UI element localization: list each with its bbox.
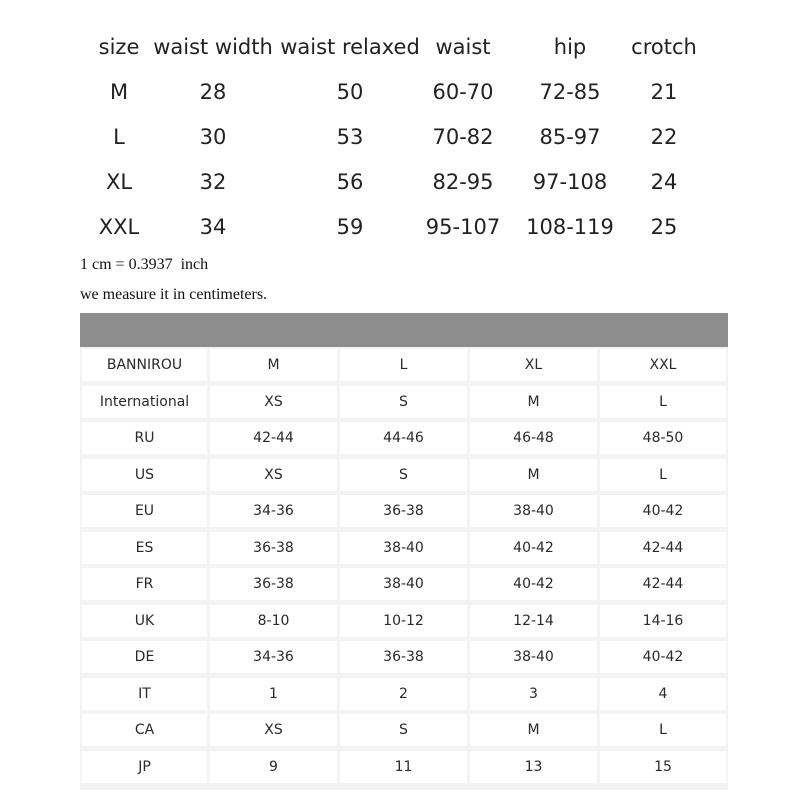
unit-conversion-note: 1 cm = 0.3937 inch bbox=[80, 256, 209, 273]
measurement-row-m bbox=[0, 72, 800, 112]
table-cell: 9 bbox=[210, 751, 337, 783]
measurement-row-xl bbox=[0, 162, 800, 202]
row-label: FR bbox=[82, 568, 207, 600]
row-label: BANNIROU bbox=[82, 349, 207, 381]
measurement-cell: 60-70 bbox=[432, 80, 494, 104]
measurement-cell: L bbox=[113, 125, 125, 149]
table-row-de bbox=[80, 639, 728, 676]
measurement-cell: 24 bbox=[650, 170, 678, 194]
measurement-cell: 21 bbox=[650, 80, 678, 104]
table-cell: M bbox=[210, 349, 337, 381]
table-cell: 38-40 bbox=[340, 532, 467, 564]
table-cell: 38-40 bbox=[340, 568, 467, 600]
column-header-waist-relaxed: waist relaxed bbox=[280, 35, 420, 59]
table-cell: 14-16 bbox=[600, 605, 726, 637]
column-header-waist: waist bbox=[435, 35, 491, 59]
table-cell: 40-42 bbox=[600, 641, 726, 673]
measurement-cell: 72-85 bbox=[539, 80, 601, 104]
measurement-cell: 108-119 bbox=[526, 215, 614, 239]
column-header-size: size bbox=[98, 35, 140, 59]
table-row-fr bbox=[80, 566, 728, 603]
measurement-cell: 70-82 bbox=[432, 125, 494, 149]
measurement-cell: 82-95 bbox=[432, 170, 494, 194]
table-cell: M bbox=[470, 386, 597, 418]
table-cell: XXL bbox=[600, 349, 726, 381]
table-cell: 12-14 bbox=[470, 605, 597, 637]
table-cell: L bbox=[600, 714, 726, 746]
table-cell: 13 bbox=[470, 751, 597, 783]
table-row-international bbox=[80, 384, 728, 421]
table-cell: M bbox=[470, 714, 597, 746]
measurement-row-xxl bbox=[0, 207, 800, 247]
row-label: International bbox=[82, 386, 207, 418]
measurement-cell: 28 bbox=[199, 80, 227, 104]
table-cell: 48-50 bbox=[600, 422, 726, 454]
size-conversion-table bbox=[80, 313, 728, 790]
table-cell: 2 bbox=[340, 678, 467, 710]
table-cell: 42-44 bbox=[600, 532, 726, 564]
size-conversion-table-body bbox=[80, 347, 728, 790]
measurement-cell: 50 bbox=[336, 80, 364, 104]
table-row-us bbox=[80, 457, 728, 494]
table-row-uk bbox=[80, 603, 728, 640]
table-cell: 11 bbox=[340, 751, 467, 783]
table-cell: M bbox=[470, 459, 597, 491]
table-row-ca bbox=[80, 712, 728, 749]
row-label: DE bbox=[82, 641, 207, 673]
table-cell: 36-38 bbox=[210, 568, 337, 600]
measurement-cell: 30 bbox=[199, 125, 227, 149]
table-cell: L bbox=[600, 459, 726, 491]
measurement-header-row bbox=[0, 27, 800, 67]
table-cell: 40-42 bbox=[470, 568, 597, 600]
table-cell: 38-40 bbox=[470, 495, 597, 527]
table-cell: 36-38 bbox=[340, 641, 467, 673]
row-label: ES bbox=[82, 532, 207, 564]
table-cell: XS bbox=[210, 386, 337, 418]
row-label: CA bbox=[82, 714, 207, 746]
table-cell: 34-36 bbox=[210, 495, 337, 527]
table-cell: 8-10 bbox=[210, 605, 337, 637]
table-cell: XS bbox=[210, 459, 337, 491]
measurement-cell: 32 bbox=[199, 170, 227, 194]
table-cell: 36-38 bbox=[210, 532, 337, 564]
table-cell: L bbox=[600, 386, 726, 418]
row-label: US bbox=[82, 459, 207, 491]
measurement-cell: 22 bbox=[650, 125, 678, 149]
table-cell: S bbox=[340, 714, 467, 746]
table-row-es bbox=[80, 530, 728, 567]
table-header-bar bbox=[80, 313, 728, 347]
measurement-cell: 25 bbox=[650, 215, 678, 239]
measurement-cell: XXL bbox=[98, 215, 140, 239]
measurement-cell: XL bbox=[105, 170, 133, 194]
table-cell: 38-40 bbox=[470, 641, 597, 673]
table-cell: 1 bbox=[210, 678, 337, 710]
table-cell: 42-44 bbox=[210, 422, 337, 454]
table-cell: 36-38 bbox=[340, 495, 467, 527]
row-label: JP bbox=[82, 751, 207, 783]
table-row-jp bbox=[80, 749, 728, 786]
table-cell: 46-48 bbox=[470, 422, 597, 454]
measurement-row-l bbox=[0, 117, 800, 157]
column-header-waist-width: waist width bbox=[153, 35, 273, 59]
measurement-cell: 85-97 bbox=[539, 125, 601, 149]
table-row-bannirou bbox=[80, 347, 728, 384]
table-cell: 3 bbox=[470, 678, 597, 710]
table-cell: 4 bbox=[600, 678, 726, 710]
measurement-cell: 97-108 bbox=[532, 170, 608, 194]
row-label: IT bbox=[82, 678, 207, 710]
measurement-cell: 56 bbox=[336, 170, 364, 194]
table-cell: 15 bbox=[600, 751, 726, 783]
table-cell: 40-42 bbox=[600, 495, 726, 527]
table-cell: XL bbox=[470, 349, 597, 381]
table-cell: L bbox=[340, 349, 467, 381]
table-cell: S bbox=[340, 459, 467, 491]
table-cell: S bbox=[340, 386, 467, 418]
measurement-cell: 95-107 bbox=[425, 215, 501, 239]
table-row-it bbox=[80, 676, 728, 713]
measurement-cell: 59 bbox=[336, 215, 364, 239]
table-cell: XS bbox=[210, 714, 337, 746]
measurement-cell: 34 bbox=[199, 215, 227, 239]
table-cell: 40-42 bbox=[470, 532, 597, 564]
row-label: EU bbox=[82, 495, 207, 527]
measurement-cell: 53 bbox=[336, 125, 364, 149]
table-cell: 44-46 bbox=[340, 422, 467, 454]
table-row-ru bbox=[80, 420, 728, 457]
table-cell: 34-36 bbox=[210, 641, 337, 673]
table-row-eu bbox=[80, 493, 728, 530]
column-header-hip: hip bbox=[553, 35, 587, 59]
table-cell: 42-44 bbox=[600, 568, 726, 600]
row-label: UK bbox=[82, 605, 207, 637]
column-header-crotch: crotch bbox=[631, 35, 697, 59]
row-label: RU bbox=[82, 422, 207, 454]
measurement-cell: M bbox=[109, 80, 129, 104]
table-cell: 10-12 bbox=[340, 605, 467, 637]
measurement-units-note: we measure it in centimeters. bbox=[80, 286, 268, 303]
